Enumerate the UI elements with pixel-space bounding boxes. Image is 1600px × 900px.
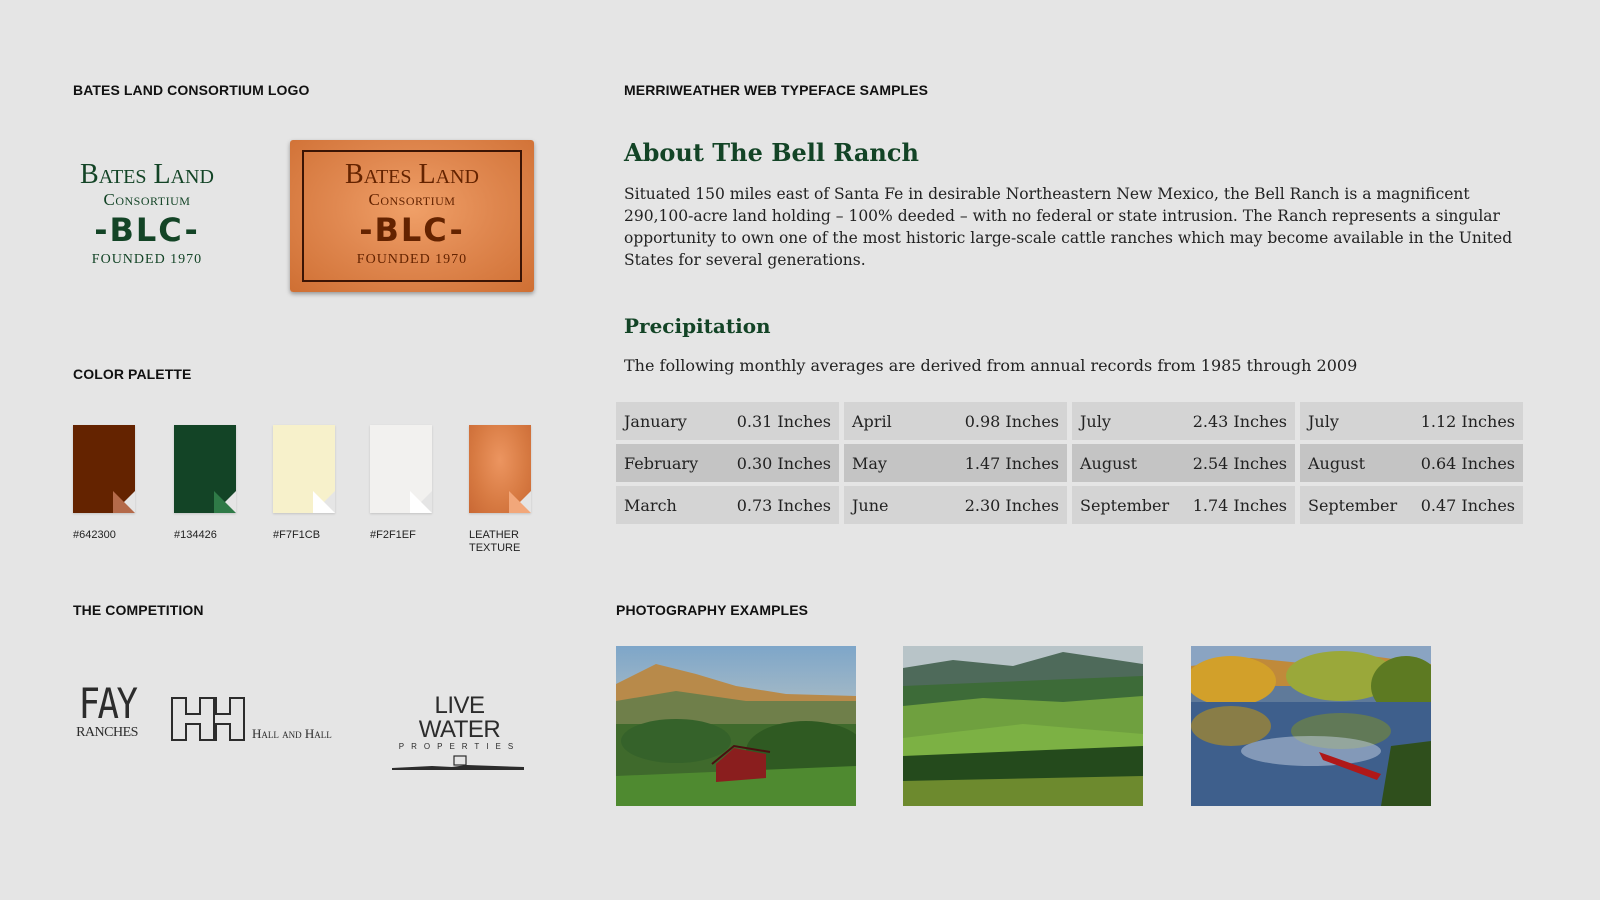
table-row bbox=[1300, 402, 1523, 440]
month-label: June bbox=[852, 495, 889, 515]
month-label: March bbox=[624, 495, 677, 515]
table-row bbox=[1300, 444, 1523, 482]
swatch-cream bbox=[273, 425, 335, 513]
month-label: September bbox=[1080, 495, 1170, 515]
fay-ranches-logo-bottom: RANCHES bbox=[76, 725, 138, 740]
month-label: August bbox=[1308, 453, 1366, 473]
about-heading: About The Bell Ranch bbox=[624, 138, 919, 167]
logo-name: Bates Land bbox=[80, 159, 214, 190]
table-row bbox=[844, 402, 1067, 440]
swatch-label-leather: LEATHER TEXTURE bbox=[469, 529, 521, 554]
fay-ranches-logo bbox=[72, 679, 142, 741]
logo-section-title: BATES LAND CONSORTIUM LOGO bbox=[73, 82, 310, 98]
month-value: 1.47 Inches bbox=[964, 453, 1059, 473]
month-value: 0.47 Inches bbox=[1420, 495, 1515, 515]
logo-consortium: Consortium bbox=[103, 190, 191, 209]
hall-and-hall-text: Hall and Hall bbox=[252, 726, 332, 741]
month-value: 1.74 Inches bbox=[1192, 495, 1287, 515]
page-curl-icon bbox=[214, 491, 236, 513]
swatch-green bbox=[174, 425, 236, 513]
live-water-logo-title: LIVE WATER bbox=[418, 692, 501, 743]
table-row bbox=[616, 444, 839, 482]
hall-monogram-icon bbox=[170, 696, 246, 742]
leather-logo-founded: FOUNDED 1970 bbox=[356, 252, 468, 267]
table-row bbox=[1072, 486, 1295, 524]
table-row bbox=[616, 402, 839, 440]
month-value: 0.64 Inches bbox=[1420, 453, 1515, 473]
table-row bbox=[1072, 444, 1295, 482]
swatch-leather bbox=[469, 425, 531, 513]
bates-land-logo-green bbox=[62, 160, 232, 270]
month-label: September bbox=[1308, 495, 1398, 515]
month-value: 0.73 Inches bbox=[736, 495, 831, 515]
swatch-label-cream: #F7F1CB bbox=[273, 529, 321, 541]
precipitation-heading: Precipitation bbox=[624, 314, 771, 338]
month-value: 0.98 Inches bbox=[964, 411, 1059, 431]
table-row bbox=[844, 486, 1067, 524]
month-label: July bbox=[1080, 411, 1111, 431]
photo-green-hills bbox=[903, 646, 1143, 806]
swatch-label-green: #134426 bbox=[174, 529, 217, 541]
competition-title: THE COMPETITION bbox=[73, 602, 204, 618]
photography-title: PHOTOGRAPHY EXAMPLES bbox=[616, 602, 809, 618]
skyline-icon bbox=[392, 754, 524, 770]
hall-and-hall-logo bbox=[170, 696, 365, 746]
logo-initials: -BLC- bbox=[94, 211, 200, 249]
page-curl-icon bbox=[113, 491, 135, 513]
leather-logo-name: Bates Land bbox=[345, 159, 479, 190]
valley-barn-image bbox=[616, 646, 856, 806]
logo-founded: FOUNDED 1970 bbox=[91, 252, 203, 267]
leather-logo-initials: -BLC- bbox=[359, 211, 465, 249]
green-hills-image bbox=[903, 646, 1143, 806]
bates-land-logo-leather bbox=[290, 140, 534, 292]
month-label: May bbox=[852, 453, 887, 473]
swatch-brown bbox=[73, 425, 135, 513]
photo-autumn-lake bbox=[1191, 646, 1431, 806]
page-curl-icon bbox=[410, 491, 432, 513]
page-curl-icon bbox=[313, 491, 335, 513]
table-row bbox=[1072, 402, 1295, 440]
fay-ranches-logo-top: FAY bbox=[78, 679, 136, 728]
swatch-offwhite bbox=[370, 425, 432, 513]
month-label: February bbox=[624, 453, 699, 473]
palette-title: COLOR PALETTE bbox=[73, 366, 192, 382]
month-value: 0.31 Inches bbox=[736, 411, 831, 431]
month-label: July bbox=[1308, 411, 1339, 431]
month-value: 2.43 Inches bbox=[1192, 411, 1287, 431]
swatch-label-offwhite: #F2F1EF bbox=[370, 529, 416, 541]
month-value: 0.30 Inches bbox=[736, 453, 831, 473]
month-value: 2.30 Inches bbox=[964, 495, 1059, 515]
leather-logo-text bbox=[290, 160, 534, 270]
about-paragraph: Situated 150 miles east of Santa Fe in desirable Northeastern New Mexico, the Bell Ranch is a magnificent 290,100-acre land holding – 100% deeded – with no federal or state intrusion. The Ranch represents a singular opportunity to own one of the most historic large-scale cattle ranches which may become available in the United States for several generations. bbox=[624, 185, 1513, 269]
month-label: August bbox=[1080, 453, 1138, 473]
live-water-logo bbox=[392, 694, 527, 770]
page-curl-icon bbox=[509, 491, 531, 513]
swatch-label-brown: #642300 bbox=[73, 529, 116, 541]
table-row bbox=[616, 486, 839, 524]
month-label: April bbox=[852, 411, 892, 431]
live-water-logo-subtitle: PROPERTIES bbox=[398, 742, 521, 751]
month-value: 2.54 Inches bbox=[1192, 453, 1287, 473]
month-label: January bbox=[624, 411, 687, 431]
table-row bbox=[1300, 486, 1523, 524]
typeface-title: MERRIWEATHER WEB TYPEFACE SAMPLES bbox=[624, 82, 929, 98]
leather-logo-consortium: Consortium bbox=[368, 190, 456, 209]
autumn-lake-image bbox=[1191, 646, 1431, 806]
photo-valley-barn bbox=[616, 646, 856, 806]
precipitation-subtext: The following monthly averages are derived from annual records from 1985 through 2009 bbox=[624, 356, 1358, 375]
table-row bbox=[844, 444, 1067, 482]
month-value: 1.12 Inches bbox=[1420, 411, 1515, 431]
